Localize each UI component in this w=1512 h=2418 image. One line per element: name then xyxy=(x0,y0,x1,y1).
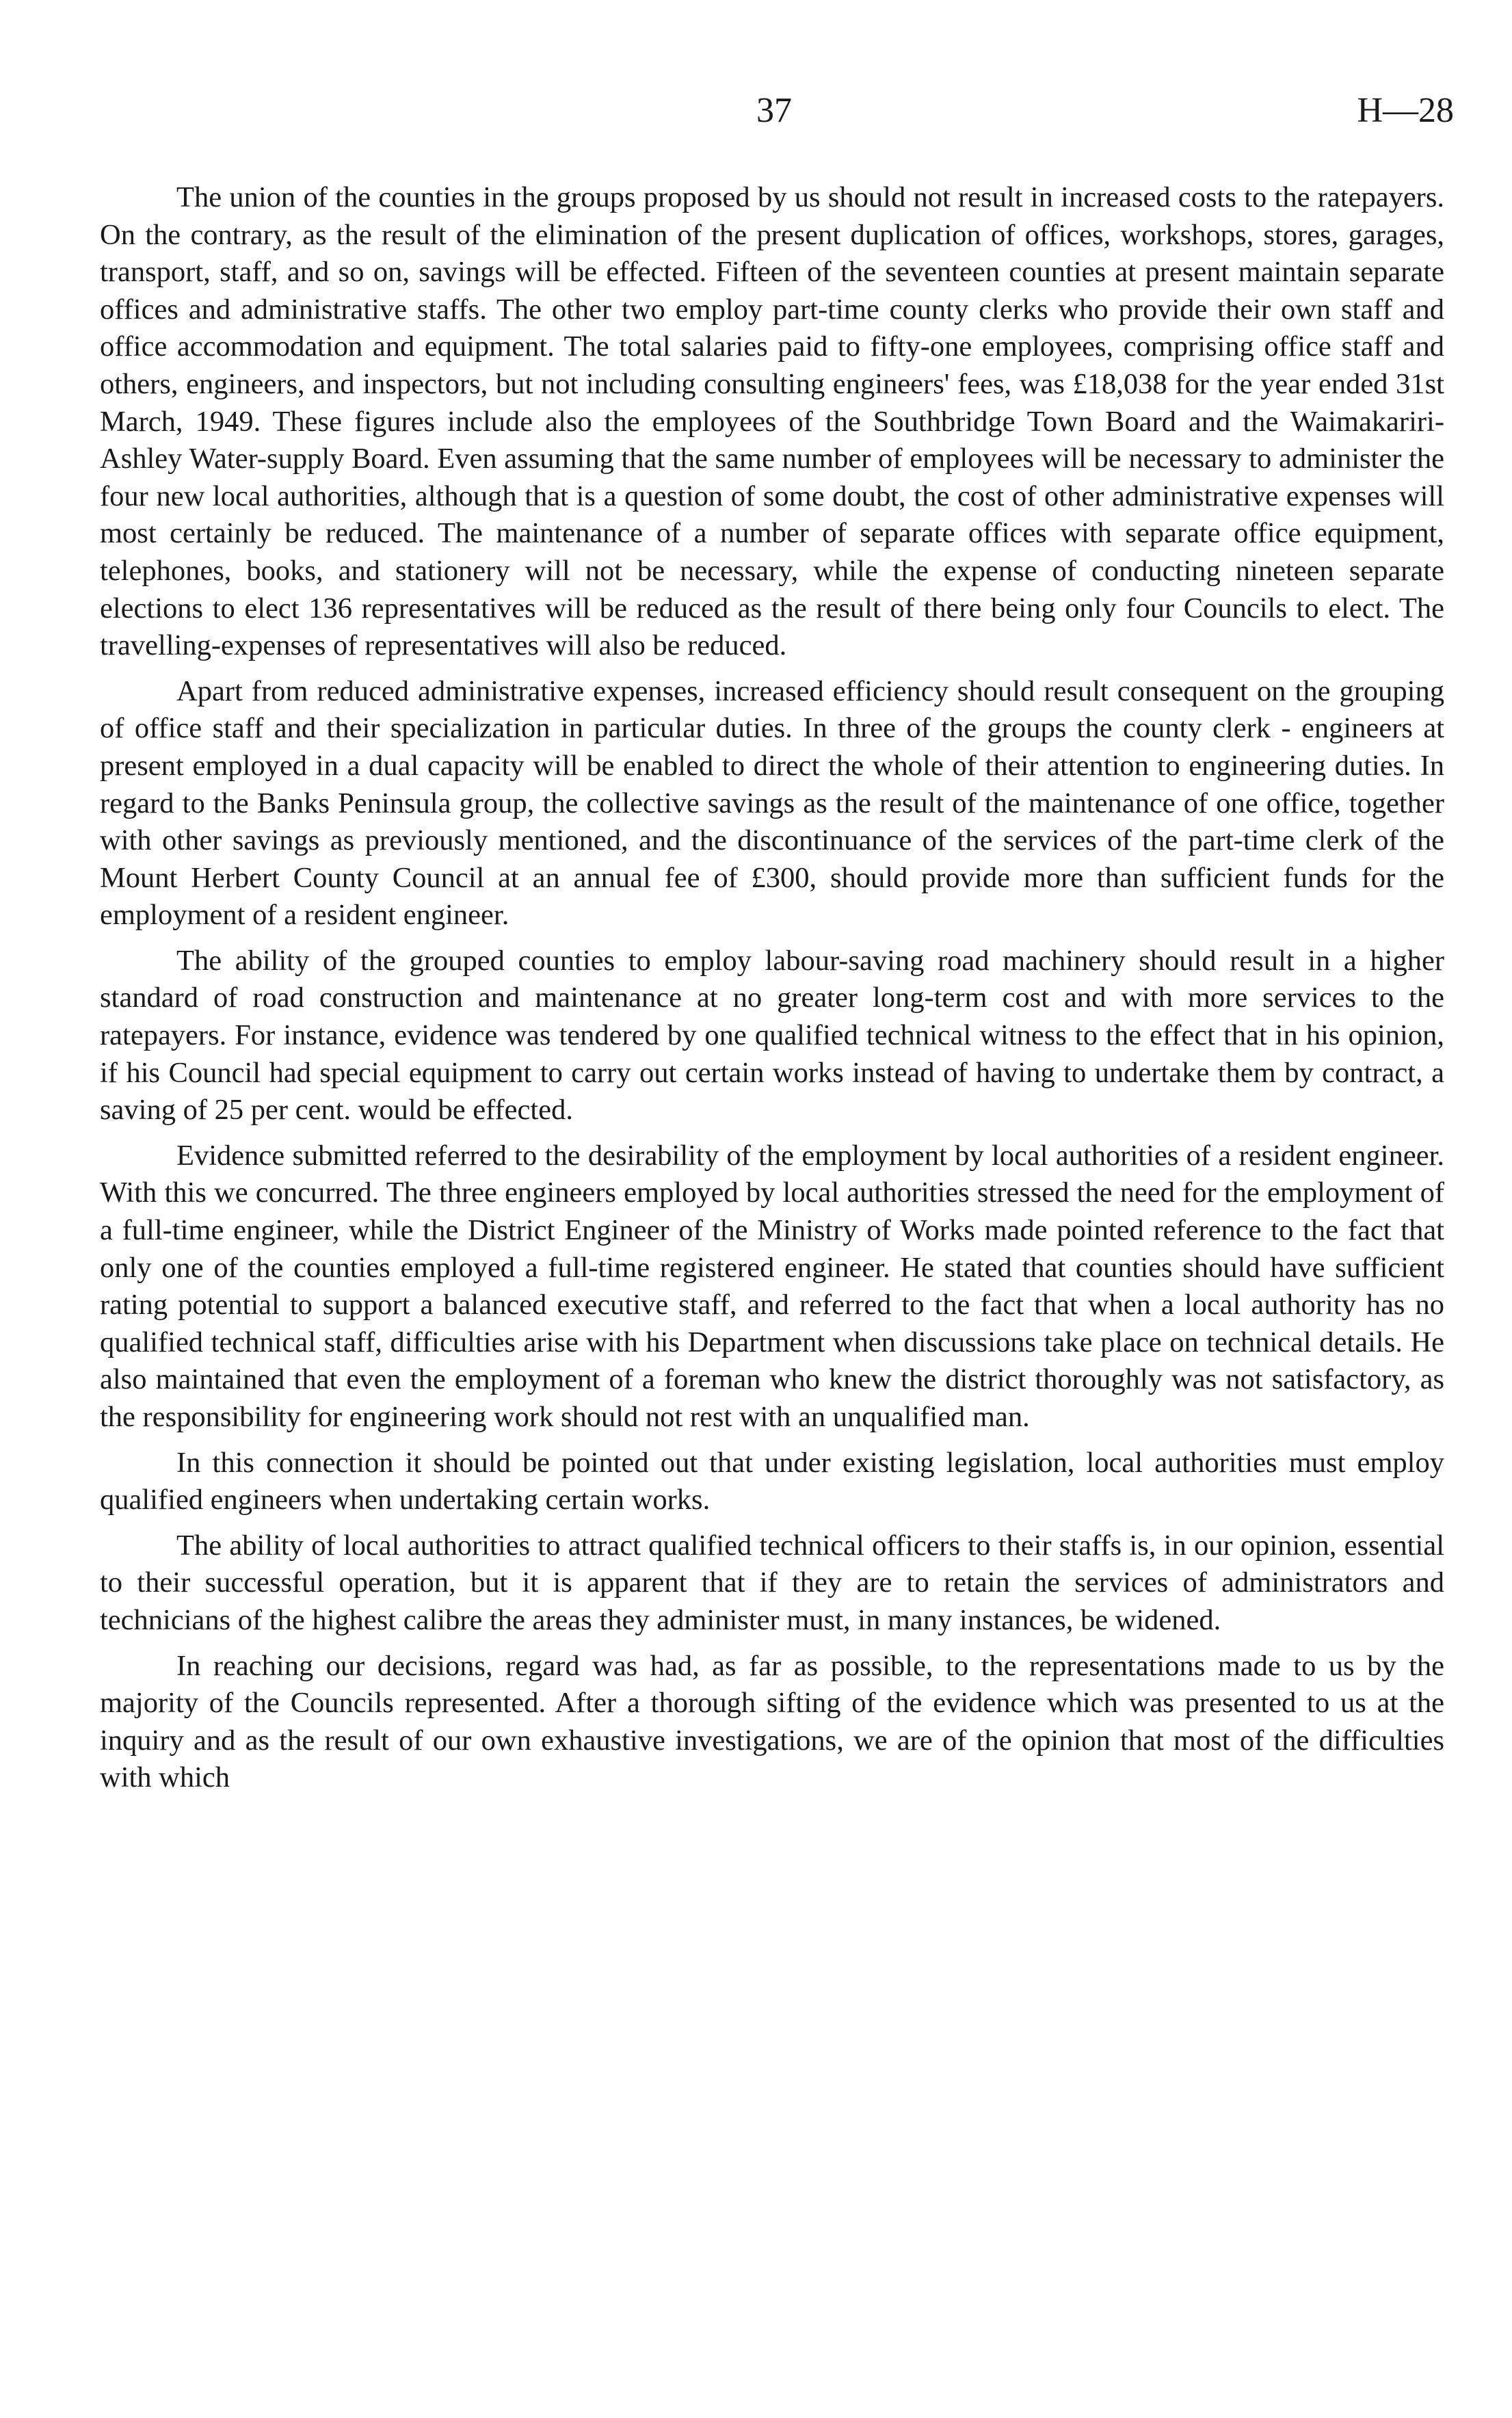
paragraph-resident-engineer: Evidence submitted referred to the desirability of the employment by local authorities of a resident engineer. With this we concurred. The three engineers employed by local authorities stressed the need for the employment of a full-time engineer, while the District Engineer of the Ministry of Works made pointed reference to the fact that only one of the counties employed a full-time registered engineer. He stated that counties should have sufficient rating potential to support a balanced executive staff, and referred to the fact that when a local authority has no qualified technical staff, difficulties arise with his Department when discussions take place on technical details. He also maintained that even the employment of a foreman who knew the district thoroughly was not satisfactory, as the responsibility for engineering work should not rest with an unqualified man. xyxy=(100,1139,1444,1433)
body-text xyxy=(100,179,1444,1805)
paragraph-decisions: In reaching our decisions, regard was had, as far as possible, to the representations made to us by the majority of the Councils represented. After a thorough sifting of the evidence which was presented to us at the inquiry and as the result of our own exhaustive investigations, we are of the opinion that most of the difficulties with which xyxy=(100,1649,1444,1794)
page-number: 37 xyxy=(756,91,792,130)
paragraph-efficiency: Apart from reduced administrative expenses, increased efficiency should result consequent on the grouping of office staff and their specialization in particular duties. In three of the groups the county clerk - engineers at present employed in a dual capacity will be enabled to direct the whole of their attention to engineering duties. In regard to the Banks Peninsula group, the collective savings as the result of the maintenance of one office, together with other savings as previously mentioned, and the discontinuance of the services of the part-time clerk of the Mount Herbert County Council at an annual fee of £300, should provide more than sufficient funds for the employment of a resident engineer. xyxy=(100,674,1444,932)
paragraph-road-machinery: The ability of the grouped counties to employ labour-saving road machinery should result in a higher standard of road construction and maintenance at no greater long-term cost and with more services to the ratepayers. For instance, evidence was tendered by one qualified technical witness to the effect that in his opinion, if his Council had special equipment to carry out certain works instead of having to undertake them by contract, a saving of 25 per cent. would be effected. xyxy=(100,944,1444,1127)
paragraph-legislation: In this connection it should be pointed out that under existing legislation, local authorities must employ qualified engineers when undertaking certain works. xyxy=(100,1446,1444,1516)
paragraph-technical-officers: The ability of local authorities to attract qualified technical officers to their staffs is, in our opinion, essential to their successful operation, but it is apparent that if they are to retain the services of administrators and technicians of the highest calibre the areas they administer must, in many instances, be widened. xyxy=(100,1529,1444,1636)
paragraph-cost-savings: The union of the counties in the groups proposed by us should not result in increased costs to the ratepayers. On the contrary, as the result of the elimination of the present duplication of offices, workshops, stores, garages, transport, staff, and so on, savings will be effected. Fifteen of the seventeen counties at present maintain separate offices and administrative staffs. The other two employ part-time county clerks who provide their own staff and office accommodation and equipment. The total salaries paid to fifty-one employees, comprising office staff and others, engineers, and inspectors, but not including consulting engineers' fees, was £18,038 for the year ended 31st March, 1949. These figures include also the employees of the Southbridge Town Board and the Waimakariri-Ashley Water-supply Board. Even assuming that the same number of employees will be necessary to administer the four new local authorities, although that is a question of some doubt, the cost of other administrative expenses will most certainly be reduced. The maintenance of a number of separate offices with separate office equipment, telephones, books, and stationery will not be necessary, while the expense of conducting nineteen separate elections to elect 136 representatives will be reduced as the result of there being only four Councils to elect. The travelling-expenses of representatives will also be reduced. xyxy=(100,181,1444,662)
page-header xyxy=(100,83,1454,138)
report-code: H—28 xyxy=(1357,91,1454,130)
